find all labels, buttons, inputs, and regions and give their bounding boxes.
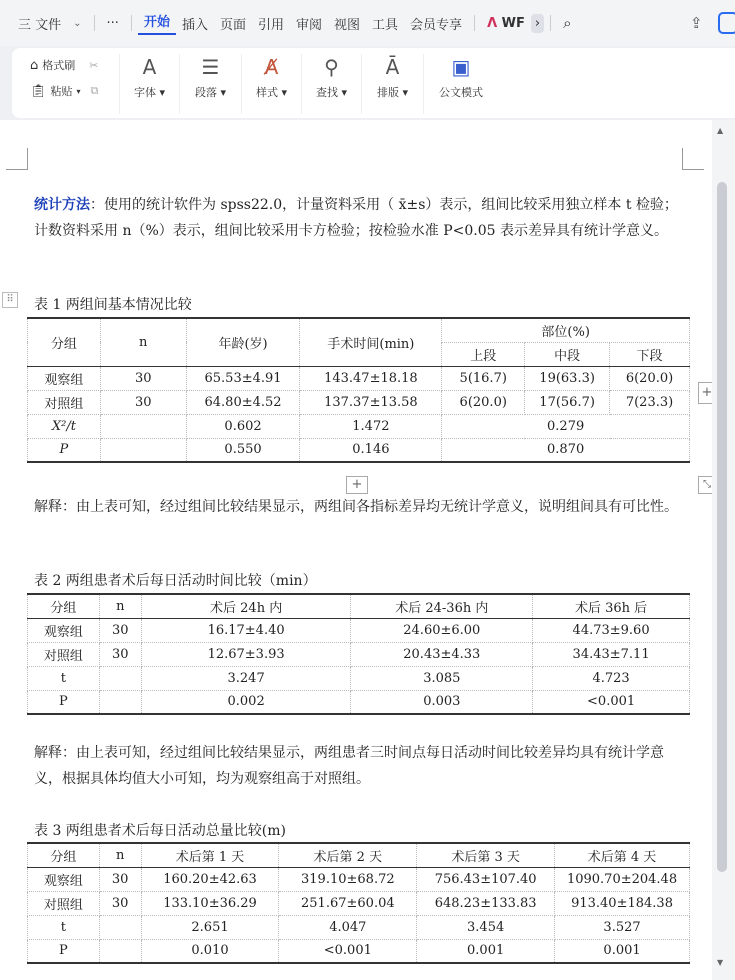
style-icon: A̸ [264,55,279,79]
page-corner-mark [682,148,704,170]
header-cell: 分组 [28,318,101,366]
table-cell [99,939,141,963]
table-row [28,366,690,390]
table-resize-icon[interactable]: ⤡ [698,476,716,494]
table-cell: 756.43±107.40 [417,867,555,891]
table-cell: 24.60±6.00 [351,618,533,642]
table-cell: P [28,939,100,963]
tab-insert[interactable]: 插入 [181,17,208,33]
table-cell: 0.003 [351,690,533,714]
drag-handle-icon[interactable]: ⠿ [2,292,18,308]
divider [94,15,95,31]
method-text: ：使用的统计软件为 spss22.0，计量资料采用（ x̄±s）表示，组间比较采用独立样本 t 检验；计数资料采用 n（%）表示，组间比较采用卡方检验；按检验水准 P<0.05 表示差异具有统计学意义。 [34,197,678,239]
account-button[interactable] [718,12,735,34]
header-cell: 分组 [28,594,100,618]
method-paragraph [34,192,690,244]
app-menu[interactable]: 三 文件 [18,17,62,33]
tab-page[interactable]: 页面 [219,17,246,33]
chevron-right-icon[interactable]: › [531,14,544,33]
more-button[interactable]: ··· [106,15,119,31]
table-cell: 观察组 [28,366,101,390]
scroll-down-icon[interactable]: ▼ [717,958,724,967]
header-cell: 术后 36h 后 [533,594,690,618]
table-row [28,414,690,438]
table-1 [27,317,690,463]
table-cell: 30 [99,642,141,666]
table-cell: P [28,438,101,462]
paste-label: 粘贴 [50,85,73,98]
font-label: 字体 [133,86,156,99]
table-cell: 319.10±68.72 [279,867,417,891]
clipboard-group [12,54,120,114]
table-cell: 6(20.0) [610,366,690,390]
table-cell: 1.472 [300,414,442,438]
table-cell: P [28,690,100,714]
wps-ai-button[interactable] [481,16,531,31]
table-cell: 648.23±133.83 [417,891,555,915]
table-cell: 17(56.7) [525,390,610,414]
header-cell: 手术时间(min) [300,318,442,366]
table-cell: <0.001 [279,939,417,963]
table-cell: 143.47±18.18 [300,366,442,390]
table-cell: 20.43±4.33 [351,642,533,666]
table-cell: 160.20±42.63 [141,867,279,891]
table-cell: t [28,915,100,939]
format-painter-label: 格式刷 [42,59,76,72]
table-cell: 30 [100,366,186,390]
format-painter-button[interactable] [30,54,98,76]
table-cell [99,666,141,690]
header-cell: n [100,318,186,366]
table-row [28,666,690,690]
table-cell: 0.001 [555,939,690,963]
table-cell: 0.870 [442,438,690,462]
table-cell: 4.047 [279,915,417,939]
header-cell: 术后 24h 内 [141,594,351,618]
header-cell: 上段 [442,342,525,366]
table-cell: 44.73±9.60 [533,618,690,642]
table-cell [100,414,186,438]
tab-review[interactable]: 审阅 [296,17,323,33]
table-cell: 133.10±36.29 [141,891,279,915]
table-cell: 对照组 [28,390,101,414]
table-cell: 30 [99,867,141,891]
paragraph-icon: ☰ [201,55,220,79]
table-cell: 16.17±4.40 [141,618,351,642]
font-icon: A [142,55,157,79]
tab-references[interactable]: 引用 [257,17,284,33]
header-cell: 术后第 1 天 [141,843,279,867]
table-cell: 913.40±184.38 [555,891,690,915]
chevron-down-icon[interactable]: ⌄ [73,17,82,29]
table-cell: 5(16.7) [442,366,525,390]
table-row [28,618,690,642]
header-cell: 下段 [610,342,690,366]
table-cell: 对照组 [28,642,100,666]
style-button[interactable]: A̸ 样式 ▾ [242,54,302,114]
page-corner-mark [6,148,28,170]
table-cell: 12.67±3.93 [141,642,351,666]
table-cell: 3.527 [555,915,690,939]
divider [131,15,132,31]
ribbon-toolbar [12,48,735,118]
table1-caption: 表 1 两组间基本情况比较 [34,297,192,313]
header-cell: n [99,594,141,618]
font-button[interactable]: A 字体 ▾ [120,54,180,114]
header-cell: 术后第 4 天 [555,843,690,867]
table-cell: 30 [100,390,186,414]
menu-bar [0,0,735,46]
divider [550,15,551,31]
table-row [28,690,690,714]
table-2 [27,593,690,715]
table-cell: 65.53±4.91 [186,366,300,390]
chevron-down-icon: ▾ [76,86,81,96]
table-cell: 对照组 [28,891,100,915]
table-cell: 7(23.3) [610,390,690,414]
search-icon[interactable]: ⌕ [563,14,572,32]
table-cell: 251.67±60.04 [279,891,417,915]
find-label: 查找 [315,86,338,99]
table-row [28,867,690,891]
table-cell: 19(63.3) [525,366,610,390]
layout-icon: Ā [385,55,400,79]
table-cell: 4.723 [533,666,690,690]
table-cell: 2.651 [141,915,279,939]
table-3 [27,842,690,964]
table-cell [99,915,141,939]
table-row [28,891,690,915]
table-cell: 0.146 [300,438,442,462]
header-cell: 中段 [525,342,610,366]
cut-icon[interactable]: ✂ [89,58,99,72]
table-cell [100,438,186,462]
header-cell: 分组 [28,843,100,867]
table-cell: 64.80±4.52 [186,390,300,414]
header-cell: 部位(%) [442,318,690,342]
layout-label: 排版 [376,86,399,99]
header-cell: 年龄(岁) [186,318,300,366]
wps-logo-icon: Ʌ [487,15,498,31]
clipboard-icon: 📋︎ [30,83,47,99]
explain1-paragraph: 解释：由上表可知，经过组间比较结果显示，两组间各指标差异均无统计学意义，说明组间具有可比性。 [34,499,678,515]
table-cell: 0.010 [141,939,279,963]
tab-member[interactable]: 会员专享 [410,17,463,33]
official-mode-button[interactable] [424,54,498,114]
copy-icon[interactable]: ⧉ [90,84,99,97]
scrollbar-thumb[interactable] [717,182,727,872]
table-row [28,939,690,963]
table-cell: 30 [99,891,141,915]
table-cell: t [28,666,100,690]
table-row [28,642,690,666]
header-cell: 术后第 3 天 [417,843,555,867]
explain2-paragraph: 解释：由上表可知，经过组间比较结果显示，两组患者三时间点每日活动时间比较差异均具有统计学意义，根据具体均值大小可知，均为观察组高于对照组。 [34,745,664,787]
header-cell: 术后 24-36h 内 [351,594,533,618]
table-row [28,390,690,414]
find-button[interactable]: ⚲ 查找 ▾ [302,54,362,114]
table-cell: 观察组 [28,867,100,891]
wps-label: WF [501,15,525,31]
header-cell: 术后第 2 天 [279,843,417,867]
method-label: 统计方法 [34,197,90,213]
paste-button[interactable] [30,80,98,102]
table-cell: 3.085 [351,666,533,690]
table-cell: 6(20.0) [442,390,525,414]
table-cell: 137.37±13.58 [300,390,442,414]
scroll-up-icon[interactable]: ▲ [717,126,724,135]
table-cell: 0.001 [417,939,555,963]
magnifier-icon: ⚲ [324,55,339,79]
table-row [28,915,690,939]
table-cell: 观察组 [28,618,100,642]
paragraph-label: 段落 [194,86,217,99]
table-cell: <0.001 [533,690,690,714]
layout-button[interactable]: Ā 排版 ▾ [362,54,424,114]
table2-caption: 表 2 两组患者术后每日活动时间比较（min） [34,573,317,589]
table-cell [99,690,141,714]
cloud-upload-icon[interactable]: ⇪ [690,14,703,32]
table3-caption: 表 3 两组患者术后每日活动总量比较(m) [34,823,287,839]
divider [474,15,475,31]
tab-home[interactable]: 开始 [138,11,176,35]
table-row [28,438,690,462]
table-cell: 3.247 [141,666,351,690]
header-cell: n [99,843,141,867]
tab-view[interactable]: 视图 [334,17,361,33]
table-cell: 0.602 [186,414,300,438]
style-label: 样式 [255,86,278,99]
table-cell: X²/t [28,414,101,438]
table-cell: 0.550 [186,438,300,462]
table-cell: 3.454 [417,915,555,939]
add-row-button[interactable]: + [346,476,368,494]
tab-tools[interactable]: 工具 [372,17,399,33]
table-cell: 0.279 [442,414,690,438]
paragraph-button[interactable]: ☰ 段落 ▾ [180,54,242,114]
table-cell: 30 [99,618,141,642]
official-label: 公文模式 [439,86,483,99]
brush-icon: ⌂ [30,57,39,73]
official-doc-icon: ▣ [451,55,471,79]
table-cell: 34.43±7.11 [533,642,690,666]
add-column-button[interactable]: + [698,382,716,404]
table-cell: 1090.70±204.48 [555,867,690,891]
table-cell: 0.002 [141,690,351,714]
